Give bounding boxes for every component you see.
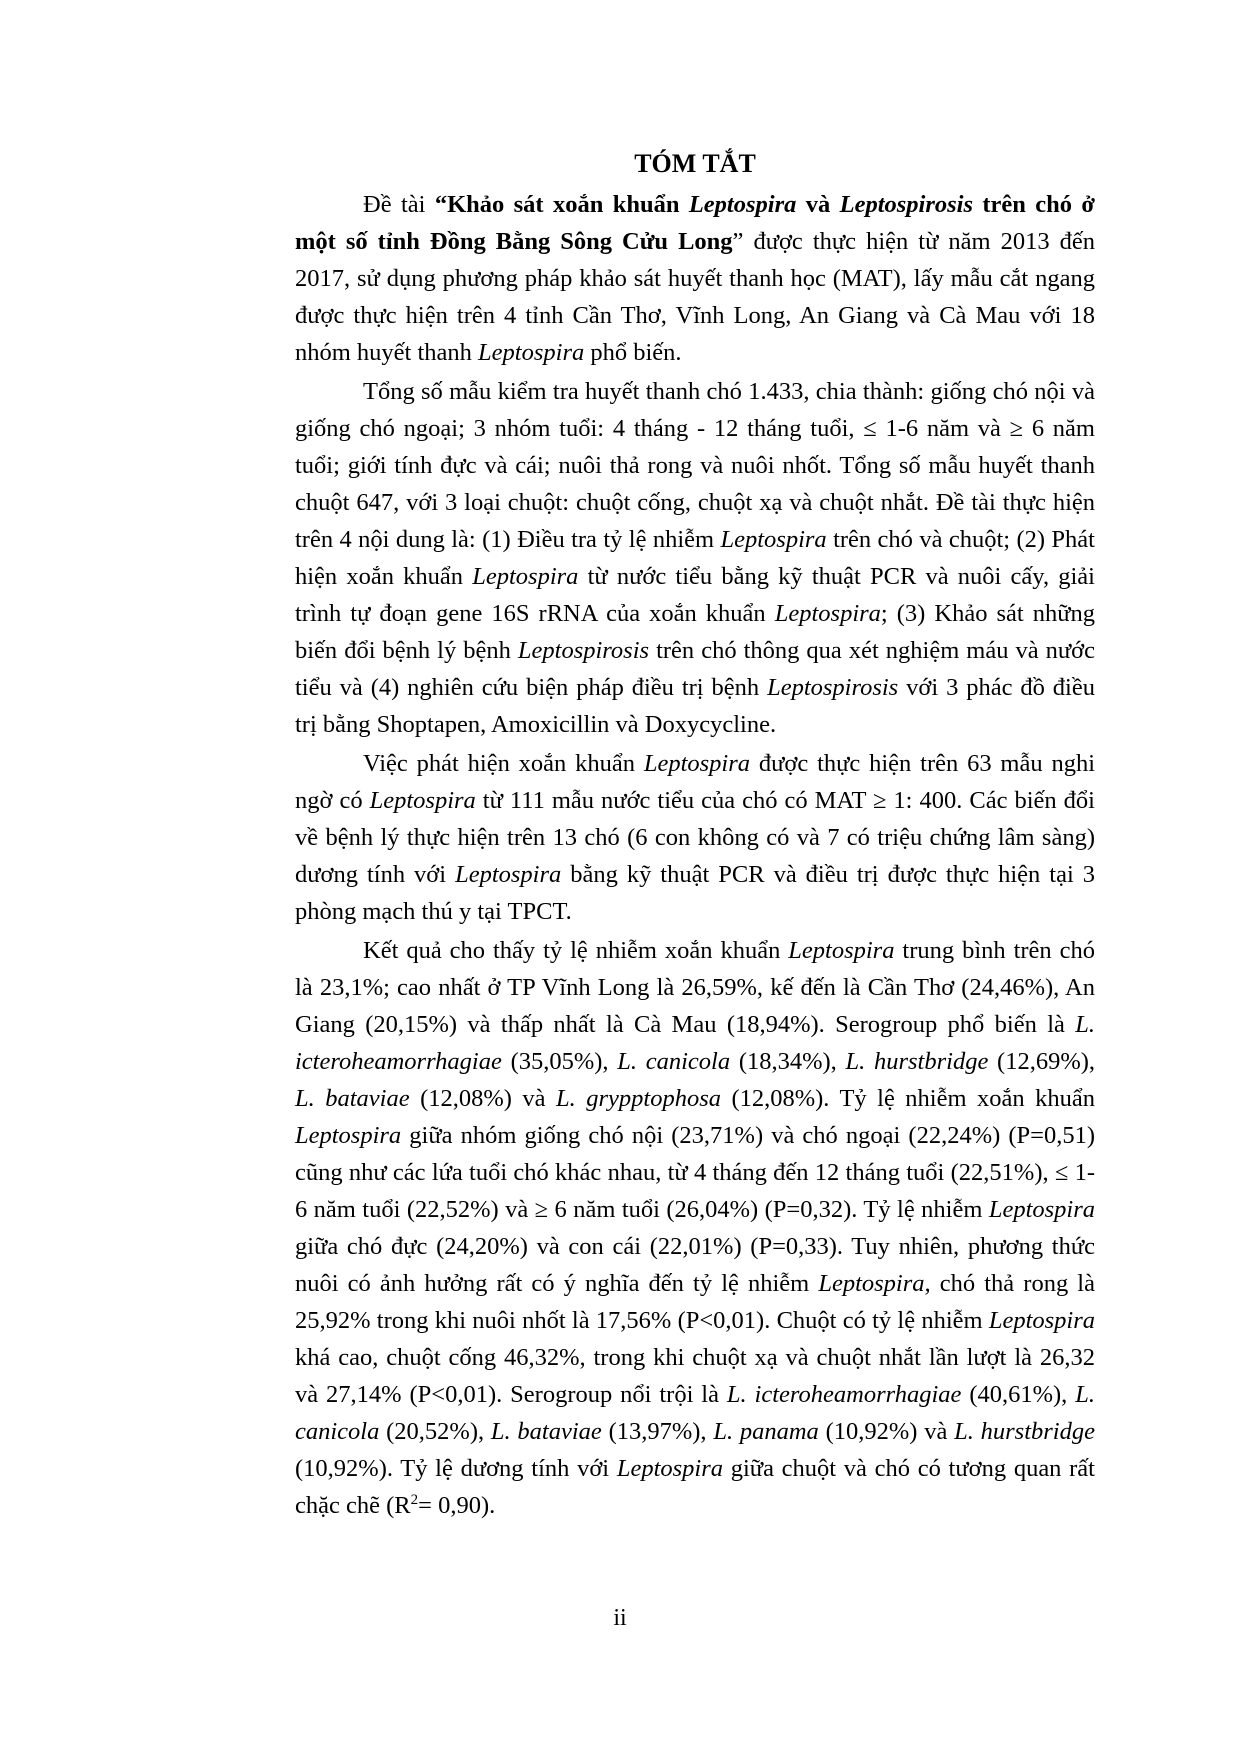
text-run: được thực hiện trên 63 mẫu nghi ngờ có xyxy=(295,750,1095,814)
text-run: Tổng số mẫu kiểm tra huyết thanh chó 1.433, chia thành: giống chó nội và giống chó ngoại; 3 nhóm tuổi: 4 tháng - 12 tháng tuổi, ≤ 1-6 năm và ≥ 6 năm tuổi; giới tính đực và cái; nuôi thả rong và nuôi nhốt. Tổng số mẫu huyết thanh chuột 647, với 3 loại chuột: chuột cống, chuột xạ và chuột nhắt. Đề tài thực hiện trên 4 nội dung là: (1) Điều tra tỷ lệ nhiễm xyxy=(295,378,1095,553)
text-run: Leptospirosis xyxy=(517,637,650,664)
text-run: (10,92%) và xyxy=(818,1418,955,1445)
paragraph xyxy=(295,373,1095,743)
text-run: (20,52%), xyxy=(379,1418,491,1445)
text-run: trung bình trên chó là 23,1%; cao nhất ở TP Vĩnh Long là 26,59%, kế đến là Cần Thơ (24,46%), An Giang (20,15%) và thấp nhất là Cà Mau (18,94%). Serogroup phổ biến là xyxy=(295,937,1095,1038)
text-run: (13,97%), xyxy=(601,1418,714,1445)
text-run: L. bataviae xyxy=(490,1418,602,1445)
text-run: với 3 phác đồ điều trị bằng Shoptapen, Amoxicillin và Doxycycline. xyxy=(295,674,1095,738)
text-run: giữa chó đực (24,20%) và con cái (22,01%) (P=0,33). Tuy nhiên, phương thức nuôi có ảnh hưởng rất có ý nghĩa đến tỷ lệ nhiễm xyxy=(295,1233,1095,1297)
text-run: Leptospira xyxy=(788,937,895,964)
text-run: Leptospira, xyxy=(818,1270,931,1297)
text-run: Leptospira xyxy=(369,787,476,814)
abstract-body xyxy=(295,186,1095,1524)
text-run: (40,61%), xyxy=(961,1381,1076,1408)
text-run: trên chó và chuột; (2) Phát hiện xoắn khuẩn xyxy=(295,526,1095,590)
text-run: (12,08%). Tỷ lệ nhiễm xoắn khuẩn xyxy=(720,1085,1095,1112)
text-run: L. canicola xyxy=(617,1048,731,1075)
text-run: Leptospira xyxy=(720,526,827,553)
document-page xyxy=(295,145,1095,1524)
text-run: trên chó thông qua xét nghiệm máu và nước tiểu và (4) nghiên cứu biện pháp điều trị bệnh xyxy=(295,637,1095,701)
text-run: L. icteroheamorrhagiae xyxy=(295,1011,1095,1075)
text-run: Leptospira xyxy=(295,1122,402,1149)
text-run: Leptospira xyxy=(643,750,751,777)
paragraph xyxy=(295,932,1095,1524)
text-run: Leptospira xyxy=(774,600,881,627)
text-run: L. grypptophosa xyxy=(556,1085,721,1112)
text-run: L. bataviae xyxy=(295,1085,410,1112)
text-run: trên chó ở một số tỉnh Đồng Bằng Sông Cửu Long xyxy=(295,191,1095,255)
text-run: L. canicola xyxy=(295,1381,1095,1445)
text-run: “Khảo sát xoắn khuẩn xyxy=(434,191,689,218)
text-run: khá cao, chuột cống 46,32%, trong khi chuột xạ và chuột nhắt lần lượt là 26,32 và 27,14% (P<0,01). Serogroup nổi trội là xyxy=(295,1344,1095,1408)
page-title: TÓM TẮT xyxy=(634,149,756,178)
text-run: ; (3) Khảo sát những biến đổi bệnh lý bệnh xyxy=(295,600,1096,664)
text-run: (12,08%) và xyxy=(409,1085,556,1112)
text-run: Leptospirosis xyxy=(839,191,974,218)
text-run: Kết quả cho thấy tỷ lệ nhiễm xoắn khuẩn xyxy=(363,937,789,964)
text-run: Leptospira xyxy=(988,1307,1095,1334)
text-run: (10,92%). Tỷ lệ dương tính với xyxy=(295,1455,617,1482)
text-run: L. panama xyxy=(713,1418,819,1445)
text-run: ” được thực hiện từ năm 2013 đến 2017, sử dụng phương pháp khảo sát huyết thanh học (MAT), lấy mẫu cắt ngang được thực hiện trên 4 tỉnh Cần Thơ, Vĩnh Long, An Giang và Cà Mau với 18 nhóm huyết thanh xyxy=(295,228,1095,366)
text-run: 2 xyxy=(410,1491,419,1508)
text-run: (12,69%), xyxy=(988,1048,1096,1075)
text-run: giữa chuột và chó có tương quan rất chặc chẽ (R xyxy=(295,1455,1095,1519)
text-run: Leptospira xyxy=(478,339,585,366)
text-run: Việc phát hiện xoắn khuẩn xyxy=(363,750,644,777)
text-run: giữa nhóm giống chó nội (23,71%) và chó ngoại (22,24%) (P=0,51) cũng như các lứa tuổi chó khác nhau, từ 4 tháng đến 12 tháng tuổi (22,51%), ≤ 1-6 năm tuổi (22,52%) và ≥ 6 năm tuổi (26,04%) (P=0,32). Tỷ lệ nhiễm xyxy=(295,1122,1095,1223)
text-run: Leptospirosis xyxy=(767,674,899,701)
text-run: L. hurstbridge xyxy=(845,1048,989,1075)
text-run: chó thả rong là 25,92% trong khi nuôi nhốt là 17,56% (P<0,01). Chuột có tỷ lệ nhiễm xyxy=(295,1270,1095,1334)
text-run: từ 111 mẫu nước tiểu của chó có MAT ≥ 1: 400. Các biến đổi về bệnh lý thực hiện trên 13 chó (6 con không có và 7 có triệu chứng lâm sàng) dương tính với xyxy=(295,787,1095,888)
text-run: Leptospira xyxy=(688,191,797,218)
text-run: = 0,90). xyxy=(418,1492,496,1519)
text-run: Leptospira xyxy=(455,861,562,888)
text-run: Leptospira xyxy=(988,1196,1095,1223)
text-run: (35,05%), xyxy=(501,1048,618,1075)
text-run: (18,34%), xyxy=(730,1048,846,1075)
paragraph xyxy=(295,186,1095,371)
text-run: và xyxy=(796,191,840,218)
text-run: phổ biến. xyxy=(584,339,682,366)
paragraph xyxy=(295,745,1095,930)
text-run: L. icteroheamorrhagiae xyxy=(726,1381,962,1408)
text-run: Đề tài xyxy=(363,191,435,218)
text-run: từ nước tiểu bằng kỹ thuật PCR và nuôi cấy, giải trình tự đoạn gene 16S rRNA của xoắn khuẩn xyxy=(295,563,1095,627)
text-run: Leptospira xyxy=(472,563,579,590)
page-number: ii xyxy=(613,1605,627,1631)
text-run: bằng kỹ thuật PCR và điều trị được thực hiện tại 3 phòng mạch thú y tại TPCT. xyxy=(295,861,1095,925)
text-run: L. hurstbridge xyxy=(954,1418,1095,1445)
text-run: Leptospira xyxy=(616,1455,724,1482)
